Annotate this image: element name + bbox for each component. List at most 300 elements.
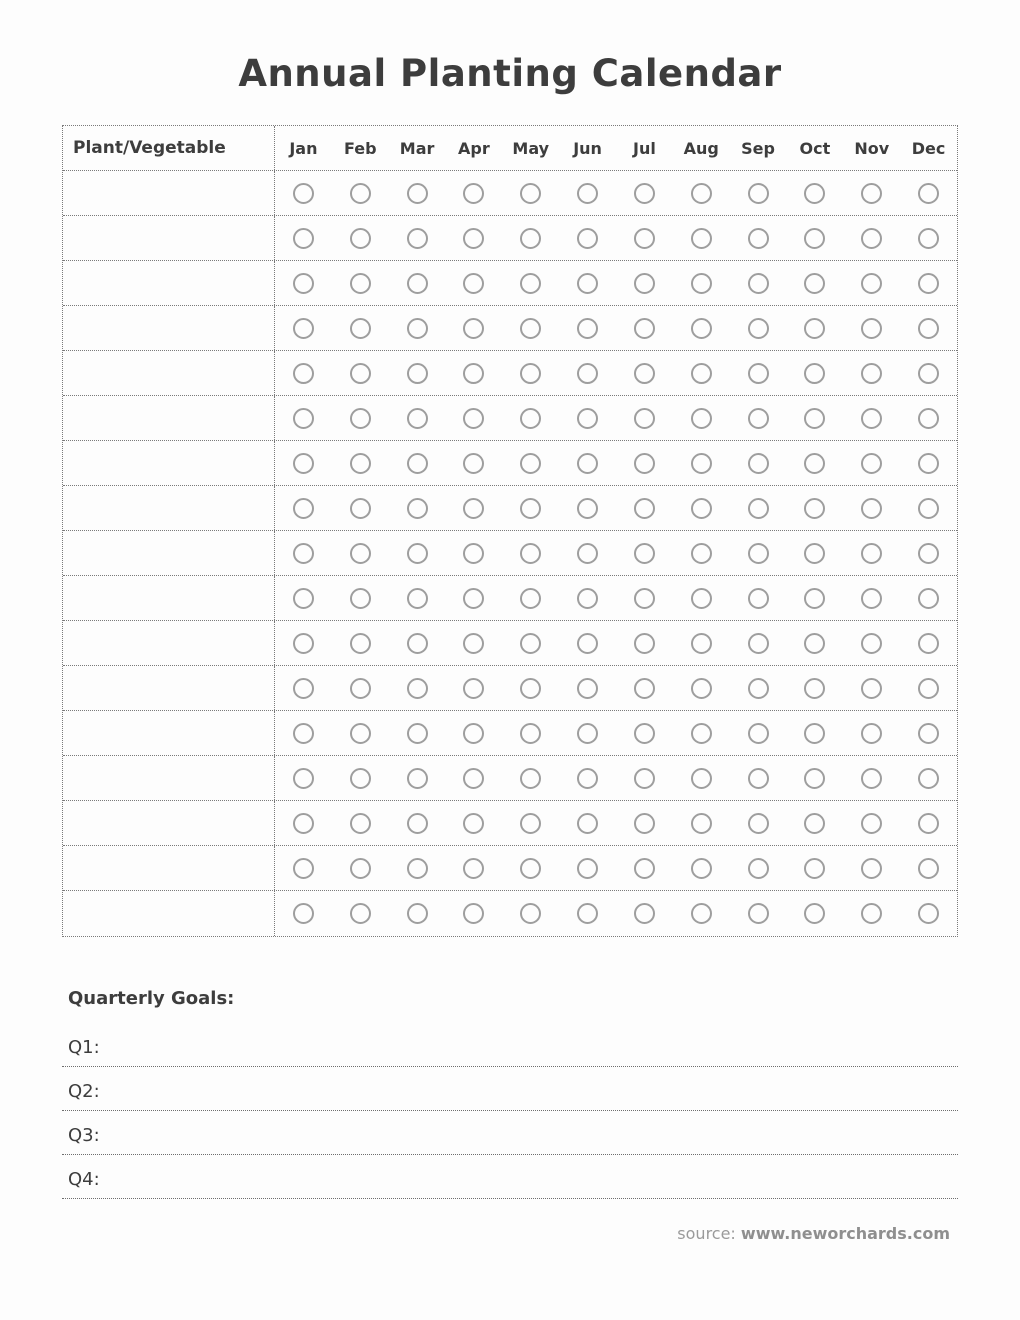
month-circle[interactable]	[634, 768, 655, 789]
month-circle[interactable]	[691, 408, 712, 429]
month-circle[interactable]	[350, 813, 371, 834]
circle-cell-jan	[275, 216, 332, 260]
month-circle[interactable]	[407, 318, 428, 339]
month-header-mar: Mar	[399, 138, 435, 158]
month-circle[interactable]	[520, 903, 541, 924]
circle-cell-sep	[730, 486, 787, 530]
month-circle[interactable]	[463, 633, 484, 654]
month-circle[interactable]	[293, 273, 314, 294]
goal-label: Q2:	[68, 1081, 100, 1102]
month-circle[interactable]	[634, 723, 655, 744]
plant-name-cell[interactable]	[63, 846, 275, 890]
month-circle[interactable]	[691, 318, 712, 339]
month-circle[interactable]	[691, 453, 712, 474]
month-circle[interactable]	[407, 363, 428, 384]
table-row	[63, 621, 957, 666]
month-circle[interactable]	[350, 903, 371, 924]
month-circle-cells	[275, 711, 957, 755]
month-circle[interactable]	[293, 633, 314, 654]
month-circle[interactable]	[577, 318, 598, 339]
month-circle[interactable]	[748, 633, 769, 654]
circle-cell-sep	[730, 576, 787, 620]
month-circle[interactable]	[691, 858, 712, 879]
month-circle[interactable]	[634, 678, 655, 699]
month-circle[interactable]	[350, 453, 371, 474]
circle-cell-aug	[673, 216, 730, 260]
month-circle[interactable]	[520, 228, 541, 249]
month-circle[interactable]	[748, 453, 769, 474]
month-circle[interactable]	[520, 678, 541, 699]
month-circle[interactable]	[861, 318, 882, 339]
month-circle[interactable]	[350, 858, 371, 879]
month-circle[interactable]	[577, 813, 598, 834]
circle-cell-nov	[843, 621, 900, 665]
plant-name-cell[interactable]	[63, 576, 275, 620]
plant-name-cell[interactable]	[63, 351, 275, 395]
month-circle[interactable]	[407, 633, 428, 654]
plant-name-cell[interactable]	[63, 666, 275, 710]
month-circle[interactable]	[293, 588, 314, 609]
month-circle[interactable]	[520, 768, 541, 789]
circle-cell-may	[502, 666, 559, 710]
circle-cell-nov	[843, 351, 900, 395]
month-circle[interactable]	[520, 858, 541, 879]
month-circle[interactable]	[293, 768, 314, 789]
plant-name-cell[interactable]	[63, 531, 275, 575]
plant-name-cell[interactable]	[63, 711, 275, 755]
month-circle[interactable]	[293, 363, 314, 384]
circle-cell-dec	[900, 711, 957, 755]
month-circle[interactable]	[691, 903, 712, 924]
month-circle[interactable]	[407, 858, 428, 879]
month-circle[interactable]	[748, 813, 769, 834]
month-circle[interactable]	[520, 588, 541, 609]
month-circle[interactable]	[350, 498, 371, 519]
month-circle[interactable]	[577, 903, 598, 924]
month-circle[interactable]	[407, 543, 428, 564]
circle-cell-aug	[673, 171, 730, 215]
month-circle[interactable]	[748, 723, 769, 744]
month-circle[interactable]	[463, 588, 484, 609]
plant-name-cell[interactable]	[63, 171, 275, 215]
month-circle[interactable]	[520, 318, 541, 339]
month-circle[interactable]	[918, 768, 939, 789]
circle-cell-oct	[786, 846, 843, 890]
month-circle[interactable]	[463, 543, 484, 564]
month-circle[interactable]	[691, 588, 712, 609]
month-circle[interactable]	[918, 678, 939, 699]
month-circle[interactable]	[293, 318, 314, 339]
month-circle[interactable]	[293, 228, 314, 249]
month-circle[interactable]	[918, 633, 939, 654]
month-circle[interactable]	[918, 858, 939, 879]
month-circle[interactable]	[804, 183, 825, 204]
month-circle[interactable]	[918, 408, 939, 429]
month-circle[interactable]	[861, 678, 882, 699]
month-circle-cells	[275, 171, 957, 215]
month-circle[interactable]	[634, 588, 655, 609]
month-circle[interactable]	[520, 723, 541, 744]
month-circle[interactable]	[350, 228, 371, 249]
month-circle[interactable]	[463, 363, 484, 384]
month-circle[interactable]	[350, 633, 371, 654]
table-row	[63, 756, 957, 801]
month-circle[interactable]	[918, 588, 939, 609]
circle-cell-aug	[673, 396, 730, 440]
circle-cell-feb	[332, 441, 389, 485]
month-circle[interactable]	[804, 633, 825, 654]
month-circle[interactable]	[577, 633, 598, 654]
month-circle[interactable]	[407, 183, 428, 204]
month-circle[interactable]	[748, 543, 769, 564]
month-circle[interactable]	[634, 498, 655, 519]
month-circle[interactable]	[577, 723, 598, 744]
month-circle[interactable]	[861, 858, 882, 879]
month-circle[interactable]	[861, 813, 882, 834]
month-circle[interactable]	[463, 408, 484, 429]
month-circle[interactable]	[407, 903, 428, 924]
month-circle[interactable]	[861, 543, 882, 564]
month-circle[interactable]	[861, 903, 882, 924]
circle-cell-jan	[275, 801, 332, 845]
table-row	[63, 846, 957, 891]
month-circle[interactable]	[407, 723, 428, 744]
circle-cell-sep	[730, 666, 787, 710]
month-circle[interactable]	[748, 588, 769, 609]
month-circle[interactable]	[463, 858, 484, 879]
circle-cell-sep	[730, 846, 787, 890]
month-circle[interactable]	[634, 273, 655, 294]
month-circle[interactable]	[463, 903, 484, 924]
month-circle[interactable]	[350, 273, 371, 294]
month-circle-cells	[275, 846, 957, 890]
month-circle-cells	[275, 801, 957, 845]
circle-cell-nov	[843, 891, 900, 936]
month-circle[interactable]	[804, 498, 825, 519]
month-circle[interactable]	[804, 903, 825, 924]
planting-table	[62, 125, 958, 937]
month-header-jun: Jun	[573, 138, 602, 158]
month-circle[interactable]	[407, 453, 428, 474]
circle-cell-feb	[332, 486, 389, 530]
circle-cell-apr	[445, 576, 502, 620]
month-circle[interactable]	[861, 408, 882, 429]
month-circle[interactable]	[804, 273, 825, 294]
circle-cell-jan	[275, 171, 332, 215]
month-circle[interactable]	[861, 453, 882, 474]
month-circle[interactable]	[691, 768, 712, 789]
month-circle[interactable]	[634, 363, 655, 384]
circle-cell-oct	[786, 396, 843, 440]
month-circle[interactable]	[634, 228, 655, 249]
circle-cell-feb	[332, 756, 389, 800]
circle-cell-oct	[786, 216, 843, 260]
month-circle[interactable]	[691, 363, 712, 384]
month-circle[interactable]	[463, 723, 484, 744]
month-circle[interactable]	[748, 273, 769, 294]
circle-cell-jul	[616, 801, 673, 845]
plant-name-cell[interactable]	[63, 486, 275, 530]
month-circle[interactable]	[691, 723, 712, 744]
month-circle[interactable]	[407, 813, 428, 834]
month-circle[interactable]	[861, 588, 882, 609]
circle-cell-oct	[786, 261, 843, 305]
circle-cell-jan	[275, 711, 332, 755]
month-circle[interactable]	[634, 543, 655, 564]
month-circle[interactable]	[463, 453, 484, 474]
month-circle[interactable]	[861, 273, 882, 294]
month-circle[interactable]	[577, 453, 598, 474]
month-circle[interactable]	[804, 768, 825, 789]
month-circle[interactable]	[293, 723, 314, 744]
month-circle[interactable]	[918, 183, 939, 204]
month-circle[interactable]	[691, 228, 712, 249]
month-circle[interactable]	[634, 858, 655, 879]
circle-cell-apr	[445, 711, 502, 755]
month-circle[interactable]	[691, 543, 712, 564]
month-circle[interactable]	[804, 318, 825, 339]
plant-name-cell[interactable]	[63, 801, 275, 845]
month-circle[interactable]	[804, 453, 825, 474]
month-circle[interactable]	[407, 588, 428, 609]
month-circle[interactable]	[463, 318, 484, 339]
month-circle[interactable]	[691, 273, 712, 294]
month-circle[interactable]	[407, 498, 428, 519]
month-circle[interactable]	[577, 183, 598, 204]
plant-column-header: Plant/Vegetable	[63, 126, 275, 170]
month-circle[interactable]	[861, 183, 882, 204]
month-circle[interactable]	[520, 498, 541, 519]
month-circle[interactable]	[520, 453, 541, 474]
table-row	[63, 171, 957, 216]
month-circle[interactable]	[748, 318, 769, 339]
month-circle[interactable]	[918, 498, 939, 519]
circle-cell-apr	[445, 891, 502, 936]
month-circle[interactable]	[463, 678, 484, 699]
month-circle[interactable]	[293, 903, 314, 924]
month-circle[interactable]	[577, 273, 598, 294]
circle-cell-may	[502, 486, 559, 530]
month-circle[interactable]	[293, 498, 314, 519]
plant-name-cell[interactable]	[63, 216, 275, 260]
month-circle-cells	[275, 576, 957, 620]
month-circle[interactable]	[407, 768, 428, 789]
quarterly-goals-heading: Quarterly Goals:	[68, 988, 235, 1009]
circle-cell-jun	[559, 306, 616, 350]
circle-cell-feb	[332, 801, 389, 845]
month-circle[interactable]	[748, 363, 769, 384]
month-circle[interactable]	[350, 408, 371, 429]
month-circle[interactable]	[804, 723, 825, 744]
month-header-nov: Nov	[854, 138, 890, 158]
circle-cell-oct	[786, 486, 843, 530]
month-circle[interactable]	[520, 363, 541, 384]
plant-name-cell[interactable]	[63, 306, 275, 350]
circle-cell-dec	[900, 261, 957, 305]
circle-cell-aug	[673, 576, 730, 620]
goal-label: Q1:	[68, 1037, 100, 1058]
plant-name-cell[interactable]	[63, 261, 275, 305]
month-circle[interactable]	[407, 678, 428, 699]
month-circle-cells	[275, 351, 957, 395]
month-circle[interactable]	[748, 183, 769, 204]
month-circle[interactable]	[350, 318, 371, 339]
month-circle[interactable]	[804, 543, 825, 564]
circle-cell-sep	[730, 891, 787, 936]
month-circle[interactable]	[918, 813, 939, 834]
month-circle[interactable]	[804, 678, 825, 699]
circle-cell-mar	[389, 351, 446, 395]
month-circle[interactable]	[577, 408, 598, 429]
month-header-aug: Aug	[683, 138, 719, 158]
month-circle[interactable]	[634, 408, 655, 429]
circle-cell-may	[502, 891, 559, 936]
month-circle[interactable]	[748, 498, 769, 519]
month-circle[interactable]	[748, 678, 769, 699]
month-circle[interactable]	[691, 183, 712, 204]
circle-cell-sep	[730, 711, 787, 755]
month-circle[interactable]	[463, 228, 484, 249]
circle-cell-jun	[559, 666, 616, 710]
month-circle[interactable]	[634, 813, 655, 834]
month-circle[interactable]	[804, 858, 825, 879]
month-circle[interactable]	[577, 363, 598, 384]
circle-cell-oct	[786, 576, 843, 620]
month-circle[interactable]	[748, 858, 769, 879]
month-circle[interactable]	[748, 768, 769, 789]
goal-row-q1[interactable]	[62, 1023, 958, 1067]
month-circle[interactable]	[861, 498, 882, 519]
month-circle[interactable]	[691, 633, 712, 654]
month-circle[interactable]	[918, 543, 939, 564]
month-circle[interactable]	[861, 633, 882, 654]
month-circle[interactable]	[520, 408, 541, 429]
month-circle[interactable]	[520, 633, 541, 654]
month-circle[interactable]	[520, 183, 541, 204]
month-circle[interactable]	[634, 633, 655, 654]
month-circle[interactable]	[577, 498, 598, 519]
month-circle[interactable]	[804, 363, 825, 384]
circle-cell-apr	[445, 351, 502, 395]
month-circle[interactable]	[691, 678, 712, 699]
goal-row-q3[interactable]	[62, 1111, 958, 1155]
month-circle[interactable]	[577, 588, 598, 609]
month-circle[interactable]	[463, 498, 484, 519]
month-circle[interactable]	[350, 183, 371, 204]
circle-cell-sep	[730, 216, 787, 260]
month-circle[interactable]	[293, 408, 314, 429]
month-circle[interactable]	[748, 228, 769, 249]
table-row	[63, 666, 957, 711]
month-circle[interactable]	[520, 273, 541, 294]
month-header-oct: Oct	[799, 138, 831, 158]
month-circle[interactable]	[804, 408, 825, 429]
month-circle[interactable]	[463, 768, 484, 789]
month-circle[interactable]	[463, 813, 484, 834]
month-circle[interactable]	[748, 408, 769, 429]
month-circle[interactable]	[293, 453, 314, 474]
month-circle[interactable]	[918, 453, 939, 474]
month-circle[interactable]	[520, 543, 541, 564]
plant-name-cell[interactable]	[63, 441, 275, 485]
month-circle[interactable]	[293, 858, 314, 879]
month-circle[interactable]	[918, 318, 939, 339]
month-circle-cells	[275, 216, 957, 260]
month-circle[interactable]	[918, 273, 939, 294]
month-circle[interactable]	[293, 183, 314, 204]
plant-name-cell[interactable]	[63, 621, 275, 665]
month-circle[interactable]	[350, 768, 371, 789]
month-circle[interactable]	[861, 228, 882, 249]
month-circle[interactable]	[520, 813, 541, 834]
month-circle[interactable]	[407, 273, 428, 294]
month-circle[interactable]	[293, 678, 314, 699]
month-circle[interactable]	[634, 318, 655, 339]
month-circle[interactable]	[350, 588, 371, 609]
month-circle[interactable]	[691, 813, 712, 834]
month-circle[interactable]	[350, 723, 371, 744]
table-row	[63, 216, 957, 261]
month-circle[interactable]	[577, 768, 598, 789]
month-circle[interactable]	[804, 228, 825, 249]
table-header-row	[63, 126, 957, 171]
month-circle[interactable]	[691, 498, 712, 519]
circle-cell-jul	[616, 351, 673, 395]
month-circle[interactable]	[804, 813, 825, 834]
month-circle[interactable]	[350, 678, 371, 699]
plant-name-cell[interactable]	[63, 756, 275, 800]
month-circle[interactable]	[463, 183, 484, 204]
month-circle[interactable]	[577, 678, 598, 699]
month-circle[interactable]	[918, 363, 939, 384]
month-circle[interactable]	[634, 903, 655, 924]
circle-cell-apr	[445, 846, 502, 890]
month-circle[interactable]	[577, 543, 598, 564]
month-circle[interactable]	[293, 543, 314, 564]
month-circle[interactable]	[407, 408, 428, 429]
month-circle[interactable]	[577, 858, 598, 879]
month-circle[interactable]	[748, 903, 769, 924]
month-circle[interactable]	[463, 273, 484, 294]
plant-name-cell[interactable]	[63, 396, 275, 440]
month-circle[interactable]	[861, 768, 882, 789]
month-circle[interactable]	[918, 228, 939, 249]
circle-cell-dec	[900, 306, 957, 350]
month-circle[interactable]	[918, 723, 939, 744]
circle-cell-jun	[559, 801, 616, 845]
month-circle[interactable]	[350, 363, 371, 384]
month-circle[interactable]	[350, 543, 371, 564]
month-circle[interactable]	[577, 228, 598, 249]
month-circle[interactable]	[861, 363, 882, 384]
month-circle[interactable]	[293, 813, 314, 834]
goal-row-q2[interactable]	[62, 1067, 958, 1111]
plant-name-cell[interactable]	[63, 891, 275, 936]
circle-cell-may	[502, 396, 559, 440]
month-circle[interactable]	[634, 183, 655, 204]
month-circle[interactable]	[804, 588, 825, 609]
month-circle[interactable]	[634, 453, 655, 474]
circle-cell-jun	[559, 171, 616, 215]
circle-cell-may	[502, 576, 559, 620]
month-circle[interactable]	[407, 228, 428, 249]
circle-cell-aug	[673, 666, 730, 710]
circle-cell-dec	[900, 891, 957, 936]
goal-row-q4[interactable]	[62, 1155, 958, 1199]
circle-cell-oct	[786, 441, 843, 485]
month-circle[interactable]	[861, 723, 882, 744]
month-circle[interactable]	[918, 903, 939, 924]
